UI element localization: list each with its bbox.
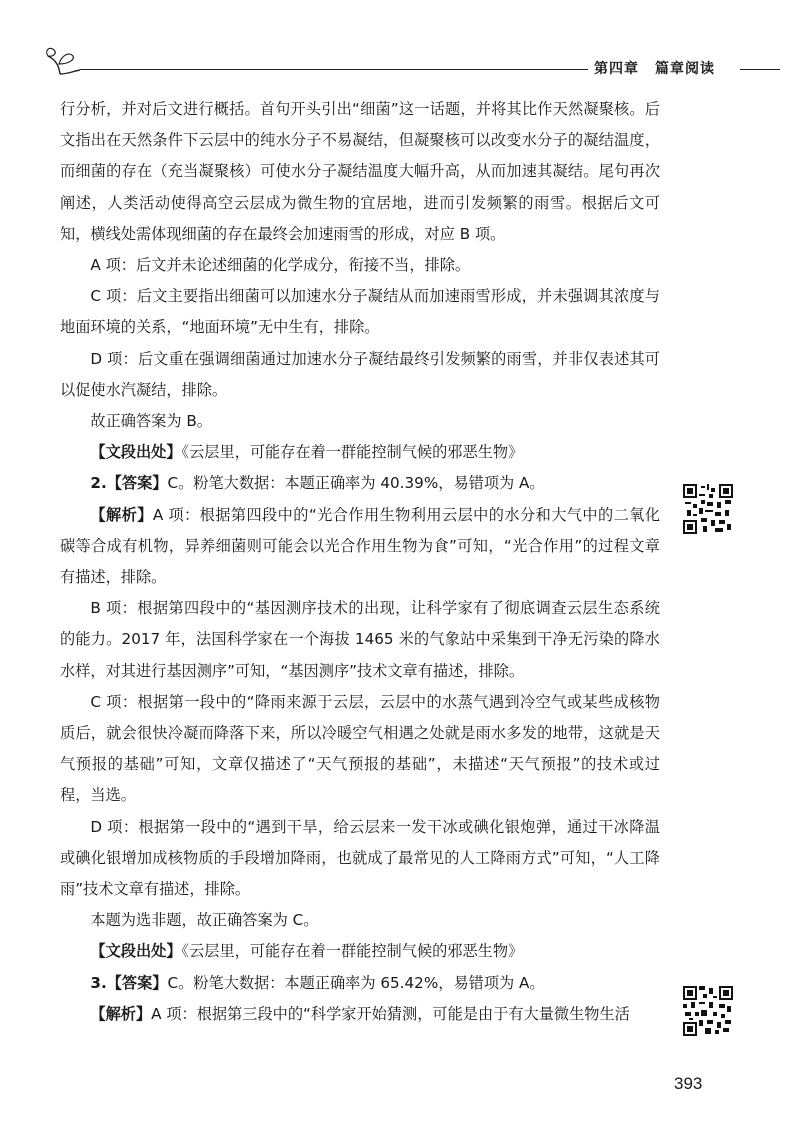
paragraph: B 项：根据第四段中的“基因测序技术的出现，让科学家有了彻底调查云层生态系统的能力。2017 年，法国科学家在一个海拔 1465 米的气象站中采集到干净无污染的降水水样，对其进行基因测序”可知，“基因测序”技术文章有描述，排除。 <box>60 599 660 680</box>
source-title: 《云层里，可能存在着一群能控制气候的邪恶生物》 <box>181 942 524 961</box>
answer-text: C。粉笔大数据：本题正确率为 65.42%，易错项为 A。 <box>167 973 545 992</box>
paragraph: C 项：后文主要指出细菌可以加速水分子凝结从而加速雨雪形成，并未强调其浓度与地面环境的关系，“地面环境”无中生有，排除。 <box>60 287 660 337</box>
answer-label: 2.【答案】 <box>90 474 168 493</box>
analysis-label: 【解析】 <box>90 1004 152 1023</box>
paragraph: D 项：后文重在强调细菌通过加速水分子凝结最终引发频繁的雨雪，并非仅表述其可以促使水汽凝结，排除。 <box>60 349 660 399</box>
paragraph <box>60 500 660 594</box>
analysis-label: 【解析】 <box>90 505 153 524</box>
source-label: 【文段出处】 <box>90 942 182 961</box>
paragraph: C 项：根据第一段中的“降雨来源于云层，云层中的水蒸气遇到冷空气或某些成核物质后，就会很快冷凝而降落下来，所以冷暖空气相遇之处就是雨水多发的地带，这就是天气预报的基础”可知，文章仅描述了“天气预报的基础”，未描述“天气预报”的技术或过程，当选。 <box>60 692 660 805</box>
source-title: 《云层里，可能存在着一群能控制气候的邪恶生物》 <box>181 443 524 462</box>
answer-label: 3.【答案】 <box>90 973 168 992</box>
analysis-text: A 项：根据第四段中的“光合作用生物利用云层中的水分和大气中的二氧化碳等合成有机物，异养细菌则可能会以光合作用生物为食”可知，“光合作用”的过程文章有描述，排除。 <box>60 505 661 587</box>
paragraph: A 项：后文并未论述细菌的化学成分，衔接不当，排除。 <box>90 256 471 275</box>
main-content <box>60 94 660 1030</box>
qr-code-icon[interactable] <box>683 484 733 534</box>
source-label: 【文段出处】 <box>90 443 182 462</box>
chapter-title <box>588 58 721 78</box>
paragraph <box>60 468 660 499</box>
analysis-text: A 项：根据第三段中的“科学家开始猜测，可能是由于有大量微生物生活 <box>151 1004 630 1023</box>
paragraph: 行分析，并对后文进行概括。首句开头引出“细菌”这一话题，并将其比作天然凝聚核。后文指出在天然条件下云层中的纯水分子不易凝结，但凝聚核可以改变水分子的凝结温度，而细菌的存在（充当凝聚核）可使水分子凝结温度大幅升高，从而加速其凝结。尾句再次阐述，人类活动使得高空云层成为微生物的宜居地，进而引发频繁的雨雪。根据后文可知，横线处需体现细菌的存在最终会加速雨雪的形成，对应 B 项。 <box>60 100 660 243</box>
header-rule <box>80 69 620 70</box>
qr-code-icon[interactable] <box>683 986 733 1036</box>
page-number: 393 <box>674 1074 703 1093</box>
paragraph: 本题为选非题，故正确答案为 C。 <box>90 911 319 930</box>
page-header <box>40 44 780 84</box>
paragraph <box>60 437 660 468</box>
chapter-number: 第四章 <box>594 61 639 77</box>
paragraph <box>60 968 660 999</box>
paragraph: D 项：根据第一段中的“遇到干旱，给云层来一发干冰或碘化银炮弹，通过干冰降温或碘化银增加成核物质的手段增加降雨，也就成了最常见的人工降雨方式”可知，“人工降雨”技术文章有描述，排除。 <box>60 817 660 899</box>
paragraph <box>60 936 660 967</box>
answer-text: C。粉笔大数据：本题正确率为 40.39%，易错项为 A。 <box>167 474 545 493</box>
leaf-icon <box>40 44 80 78</box>
paragraph <box>60 999 660 1030</box>
header-rule-right <box>740 69 780 70</box>
paragraph: 故正确答案为 B。 <box>90 412 212 431</box>
section-title: 篇章阅读 <box>655 61 715 77</box>
